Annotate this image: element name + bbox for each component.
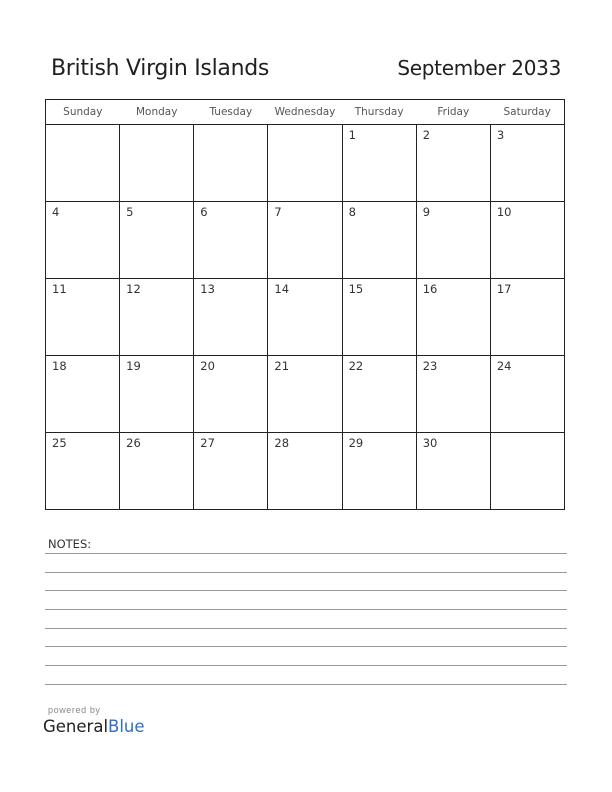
day-number: 30	[422, 436, 438, 450]
day-cell	[194, 433, 268, 510]
week-row	[46, 356, 565, 433]
day-number: 10	[496, 205, 512, 219]
month-title: September 2033	[397, 56, 561, 80]
day-number: 27	[200, 436, 215, 450]
weekday-header: Monday	[120, 100, 194, 125]
day-cell	[268, 202, 342, 279]
note-line	[45, 609, 567, 610]
brand-general-text: General	[43, 717, 109, 736]
day-number	[491, 433, 564, 436]
day-cell	[490, 356, 564, 433]
day-cell	[342, 356, 416, 433]
day-number: 29	[348, 436, 364, 450]
day-cell	[194, 356, 268, 433]
day-number: 13	[200, 282, 215, 296]
day-number: 4	[52, 205, 60, 219]
day-cell	[46, 279, 120, 356]
day-number: 26	[126, 436, 141, 450]
note-line	[45, 646, 567, 647]
day-cell	[46, 356, 120, 433]
note-line	[45, 684, 567, 685]
day-number: 23	[422, 359, 438, 373]
day-number	[268, 125, 341, 128]
day-number: 22	[348, 359, 364, 373]
generalblue-logo	[43, 717, 145, 736]
day-number	[46, 125, 119, 128]
day-cell	[46, 202, 120, 279]
day-number: 2	[422, 128, 431, 142]
day-number: 7	[274, 205, 282, 219]
day-cell	[46, 433, 120, 510]
week-row	[46, 125, 565, 202]
day-number: 5	[126, 205, 134, 219]
day-cell	[194, 279, 268, 356]
day-cell	[268, 356, 342, 433]
day-number: 20	[200, 359, 215, 373]
week-row	[46, 433, 565, 510]
day-cell	[120, 279, 194, 356]
day-number: 1	[348, 128, 356, 142]
day-number: 16	[422, 282, 438, 296]
weekday-header: Sunday	[46, 100, 120, 125]
weekday-header: Tuesday	[194, 100, 268, 125]
day-cell	[46, 125, 120, 202]
day-cell	[416, 279, 490, 356]
week-row	[46, 202, 565, 279]
day-cell	[194, 202, 268, 279]
calendar-grid	[45, 99, 565, 510]
note-line	[45, 553, 567, 554]
day-number	[194, 125, 267, 128]
day-cell	[416, 433, 490, 510]
day-number: 24	[496, 359, 512, 373]
day-number: 15	[348, 282, 364, 296]
day-number: 11	[52, 282, 67, 296]
day-number: 25	[52, 436, 67, 450]
day-cell	[490, 202, 564, 279]
day-number: 3	[496, 128, 505, 142]
weekday-header-row	[46, 100, 565, 125]
day-cell	[490, 279, 564, 356]
day-cell	[416, 125, 490, 202]
day-cell	[120, 125, 194, 202]
country-title: British Virgin Islands	[51, 56, 270, 81]
day-cell	[194, 125, 268, 202]
day-number: 14	[274, 282, 290, 296]
day-cell	[268, 125, 342, 202]
day-number: 21	[274, 359, 290, 373]
weekday-header: Saturday	[490, 100, 564, 125]
note-line	[45, 628, 567, 629]
day-number: 28	[274, 436, 290, 450]
day-cell	[120, 356, 194, 433]
day-number: 8	[348, 205, 356, 219]
day-cell	[342, 279, 416, 356]
day-cell	[490, 125, 564, 202]
weekday-header: Thursday	[342, 100, 416, 125]
day-number: 12	[126, 282, 141, 296]
weekday-header: Friday	[416, 100, 490, 125]
week-row	[46, 279, 565, 356]
day-cell	[342, 433, 416, 510]
note-line	[45, 572, 567, 573]
day-cell	[268, 279, 342, 356]
day-cell	[342, 125, 416, 202]
day-cell	[268, 433, 342, 510]
day-number: 18	[52, 359, 67, 373]
day-number: 17	[496, 282, 512, 296]
powered-by-text: powered by	[48, 705, 101, 715]
day-cell	[342, 202, 416, 279]
day-cell	[416, 356, 490, 433]
day-cell	[416, 202, 490, 279]
day-number: 6	[200, 205, 208, 219]
day-number	[120, 125, 193, 128]
day-number: 19	[126, 359, 141, 373]
brand-blue-text: Blue	[108, 717, 145, 736]
day-number: 9	[422, 205, 431, 219]
note-line	[45, 590, 567, 591]
day-cell	[490, 433, 564, 510]
note-line	[45, 665, 567, 666]
weekday-header: Wednesday	[268, 100, 342, 125]
day-cell	[120, 202, 194, 279]
notes-label: NOTES:	[48, 537, 92, 551]
day-cell	[120, 433, 194, 510]
